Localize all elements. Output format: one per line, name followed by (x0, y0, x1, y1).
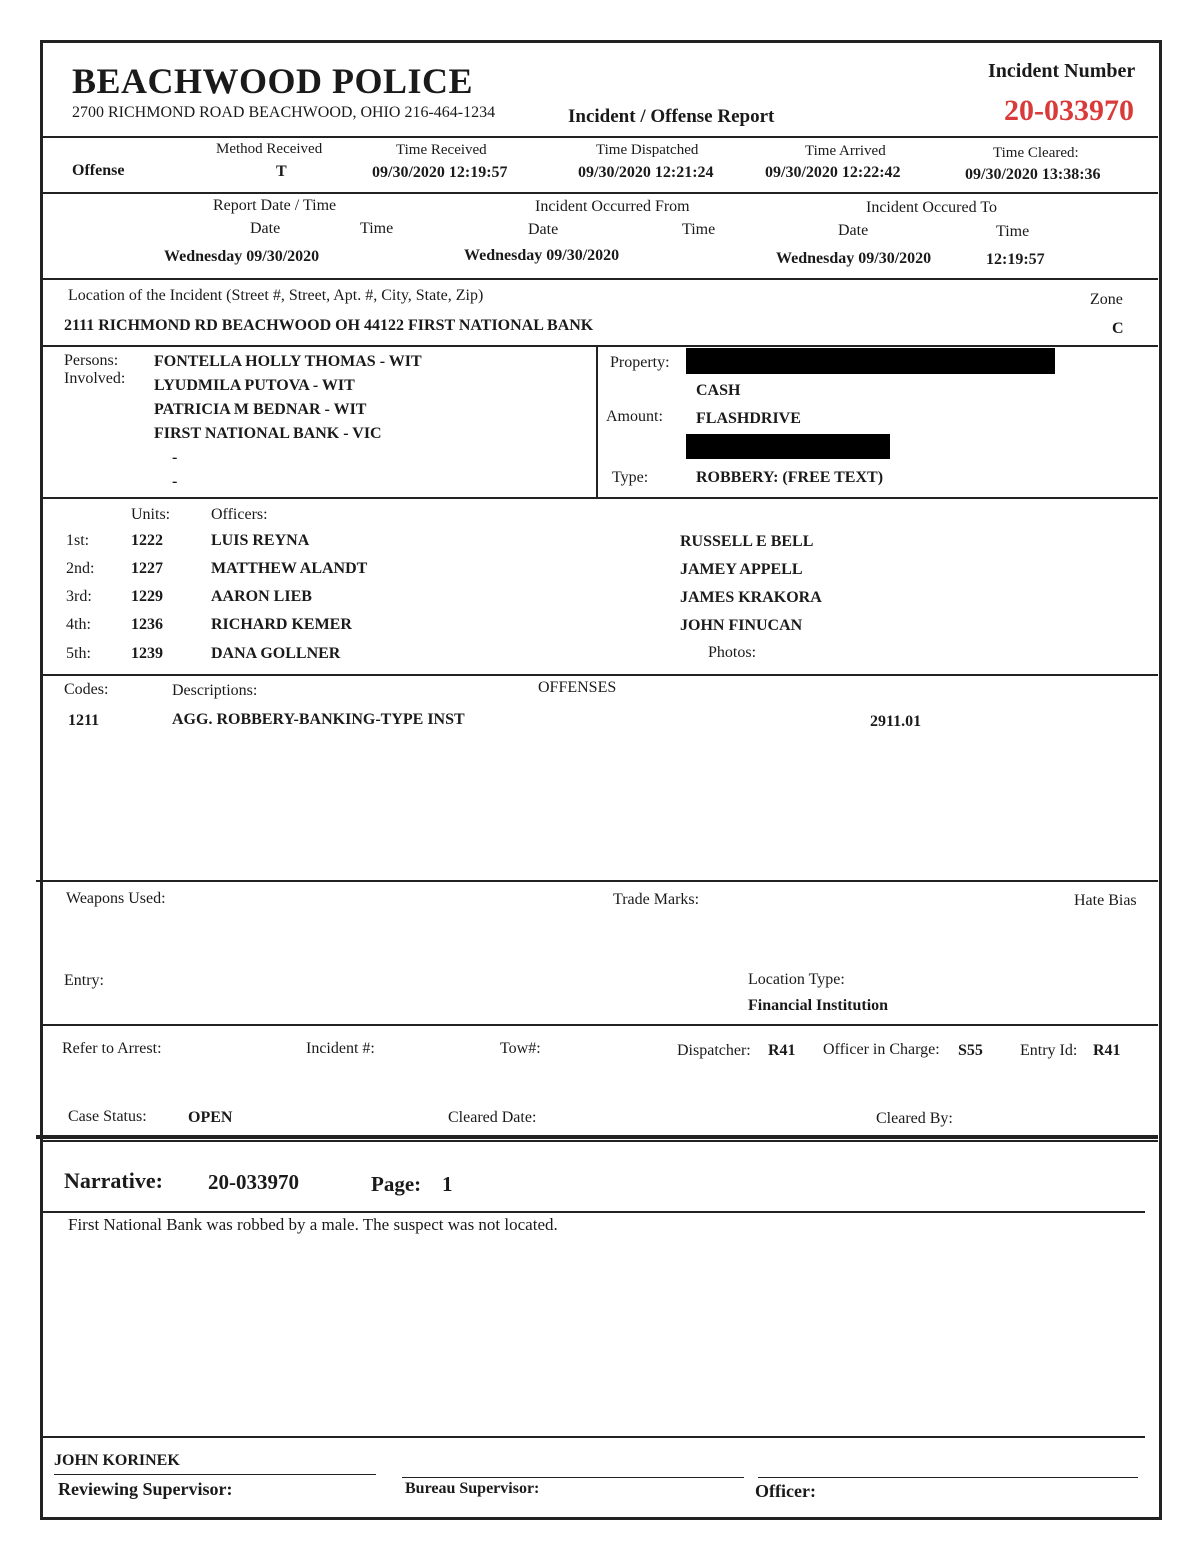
hate-bias-label: Hate Bias (1074, 892, 1137, 909)
from-date-col-label: Date (528, 221, 559, 238)
unit-ord-2: 2nd: (66, 560, 95, 577)
narrative-page-value: 1 (442, 1172, 453, 1196)
units-label: Units: (131, 506, 171, 523)
property-item-2: FLASHDRIVE (696, 410, 801, 427)
divider-offenses (36, 880, 1158, 882)
agency-name: BEACHWOOD POLICE (72, 61, 474, 101)
persons-label: Persons: (64, 352, 119, 369)
officer-signature-line (758, 1477, 1138, 1478)
unit-ord-3: 3rd: (66, 588, 92, 605)
unit-officer-5: DANA GOLLNER (211, 645, 341, 662)
location-label: Location of the Incident (Street #, Street, Apt. #, City, State, Zip) (68, 287, 484, 304)
type-label: Type: (612, 469, 649, 486)
person-5: - (172, 449, 178, 466)
entry-id-label: Entry Id: (1020, 1042, 1078, 1059)
agency-address: 2700 RICHMOND ROAD BEACHWOOD, OHIO 216-464-1234 (72, 104, 496, 121)
offense-code: 1211 (68, 712, 100, 729)
divider-location (40, 345, 1158, 347)
location-type-label: Location Type: (748, 971, 845, 988)
report-date-label: Report Date / Time (213, 197, 337, 214)
trade-marks-label: Trade Marks: (613, 891, 700, 908)
incident-ref-label: Incident #: (306, 1040, 375, 1057)
offense-description: AGG. ROBBERY-BANKING-TYPE INST (172, 711, 465, 728)
unit-ord-1: 1st: (66, 532, 90, 549)
unit-second-officer-2: JAMEY APPELL (680, 561, 803, 578)
amount-label: Amount: (606, 408, 663, 425)
offenses-title: OFFENSES (538, 679, 617, 696)
unit-ord-5: 5th: (66, 645, 91, 662)
case-status-label: Case Status: (68, 1108, 147, 1125)
unit-number-5: 1239 (131, 645, 163, 662)
time-dispatched-label: Time Dispatched (596, 142, 699, 158)
officers-label: Officers: (211, 506, 268, 523)
narrative-label: Narrative: (64, 1168, 163, 1193)
case-status-value: OPEN (188, 1109, 233, 1126)
unit-second-officer-3: JAMES KRAKORA (680, 589, 822, 606)
oic-value: S55 (958, 1042, 983, 1059)
time-received: 09/30/2020 12:19:57 (372, 164, 508, 181)
divider-admin (36, 1135, 1158, 1139)
incident-number-label: Incident Number (988, 60, 1136, 82)
cleared-date-label: Cleared Date: (448, 1109, 537, 1126)
time-arrived: 09/30/2020 12:22:42 (765, 164, 901, 181)
unit-ord-4: 4th: (66, 616, 91, 633)
tow-label: Tow#: (500, 1040, 541, 1057)
unit-number-3: 1229 (131, 588, 163, 605)
descriptions-label: Descriptions: (172, 682, 258, 699)
person-2: LYUDMILA PUTOVA - WIT (154, 377, 355, 394)
divider-narrative-bottom (40, 1436, 1145, 1438)
offense-label: Offense (72, 162, 125, 179)
officer-label: Officer: (755, 1481, 816, 1501)
narrative-page-label: Page: (371, 1172, 422, 1196)
involved-label: Involved: (64, 370, 126, 387)
divider-persons-property (596, 345, 598, 498)
offense-statute: 2911.01 (870, 713, 922, 730)
zone-label: Zone (1090, 291, 1123, 308)
divider-header (40, 136, 1158, 138)
location-value: 2111 RICHMOND RD BEACHWOOD OH 44122 FIRST NATIONAL BANK (64, 317, 594, 334)
redaction-bar-1 (686, 348, 1055, 374)
oic-label: Officer in Charge: (823, 1041, 940, 1058)
unit-officer-4: RICHARD KEMER (211, 616, 352, 633)
cleared-by-label: Cleared By: (876, 1110, 953, 1127)
unit-number-2: 1227 (131, 560, 163, 577)
unit-number-1: 1222 (131, 532, 163, 549)
from-date: Wednesday 09/30/2020 (464, 247, 620, 264)
divider-persons (40, 497, 1158, 499)
to-date: Wednesday 09/30/2020 (776, 250, 932, 267)
unit-officer-1: LUIS REYNA (211, 532, 310, 549)
entry-id-value: R41 (1093, 1042, 1121, 1059)
time-arrived-label: Time Arrived (805, 143, 886, 159)
report-date-col-label: Date (250, 220, 281, 237)
person-1: FONTELLA HOLLY THOMAS - WIT (154, 353, 422, 370)
unit-officer-2: MATTHEW ALANDT (211, 560, 368, 577)
divider-offense (40, 192, 1158, 194)
time-received-label: Time Received (396, 142, 487, 158)
weapons-label: Weapons Used: (66, 890, 166, 907)
narrative-text: First National Bank was robbed by a male. The suspect was not located. (68, 1215, 558, 1234)
bureau-supervisor-label: Bureau Supervisor: (405, 1480, 540, 1497)
dispatcher-label: Dispatcher: (677, 1042, 751, 1059)
refer-arrest-label: Refer to Arrest: (62, 1040, 162, 1057)
method-received: T (276, 163, 287, 180)
reviewer-signature-line (54, 1474, 376, 1475)
dispatcher-value: R41 (768, 1042, 796, 1059)
zone-value: C (1112, 320, 1124, 337)
property-type: ROBBERY: (FREE TEXT) (696, 469, 884, 486)
entry-label: Entry: (64, 972, 104, 989)
to-time-col-label: Time (996, 223, 1030, 240)
time-cleared: 09/30/2020 13:38:36 (965, 166, 1101, 183)
to-time: 12:19:57 (986, 251, 1045, 268)
occurred-from-label: Incident Occurred From (535, 198, 690, 215)
report-time-col-label: Time (360, 220, 394, 237)
incident-number: 20-033970 (1004, 94, 1134, 127)
property-label: Property: (610, 354, 670, 371)
photos-label: Photos: (708, 644, 757, 661)
report-date: Wednesday 09/30/2020 (164, 248, 320, 265)
from-time-col-label: Time (682, 221, 716, 238)
reviewer-name: JOHN KORINEK (54, 1452, 180, 1469)
divider-misc (40, 1024, 1158, 1026)
occurred-to-label: Incident Occured To (866, 199, 997, 216)
person-3: PATRICIA M BEDNAR - WIT (154, 401, 367, 418)
person-6: - (172, 473, 178, 490)
unit-second-officer-4: JOHN FINUCAN (680, 617, 803, 634)
unit-number-4: 1236 (131, 616, 163, 633)
redaction-bar-2 (686, 434, 890, 459)
divider-narrative-header (40, 1211, 1145, 1213)
location-type: Financial Institution (748, 997, 889, 1014)
divider-narrative-top (40, 1140, 1158, 1142)
time-cleared-label: Time Cleared: (993, 145, 1079, 161)
divider-dates (40, 278, 1158, 280)
time-dispatched: 09/30/2020 12:21:24 (578, 164, 714, 181)
unit-second-officer-1: RUSSELL E BELL (680, 533, 814, 550)
narrative-number: 20-033970 (208, 1170, 299, 1194)
method-received-label: Method Received (216, 141, 323, 157)
to-date-col-label: Date (838, 222, 869, 239)
person-4: FIRST NATIONAL BANK - VIC (154, 425, 382, 442)
unit-officer-3: AARON LIEB (211, 588, 312, 605)
report-type: Incident / Offense Report (568, 106, 775, 127)
codes-label: Codes: (64, 681, 109, 698)
bureau-signature-line (402, 1477, 744, 1478)
divider-units (40, 674, 1158, 676)
reviewing-supervisor-label: Reviewing Supervisor: (58, 1479, 233, 1499)
property-item-1: CASH (696, 382, 741, 399)
